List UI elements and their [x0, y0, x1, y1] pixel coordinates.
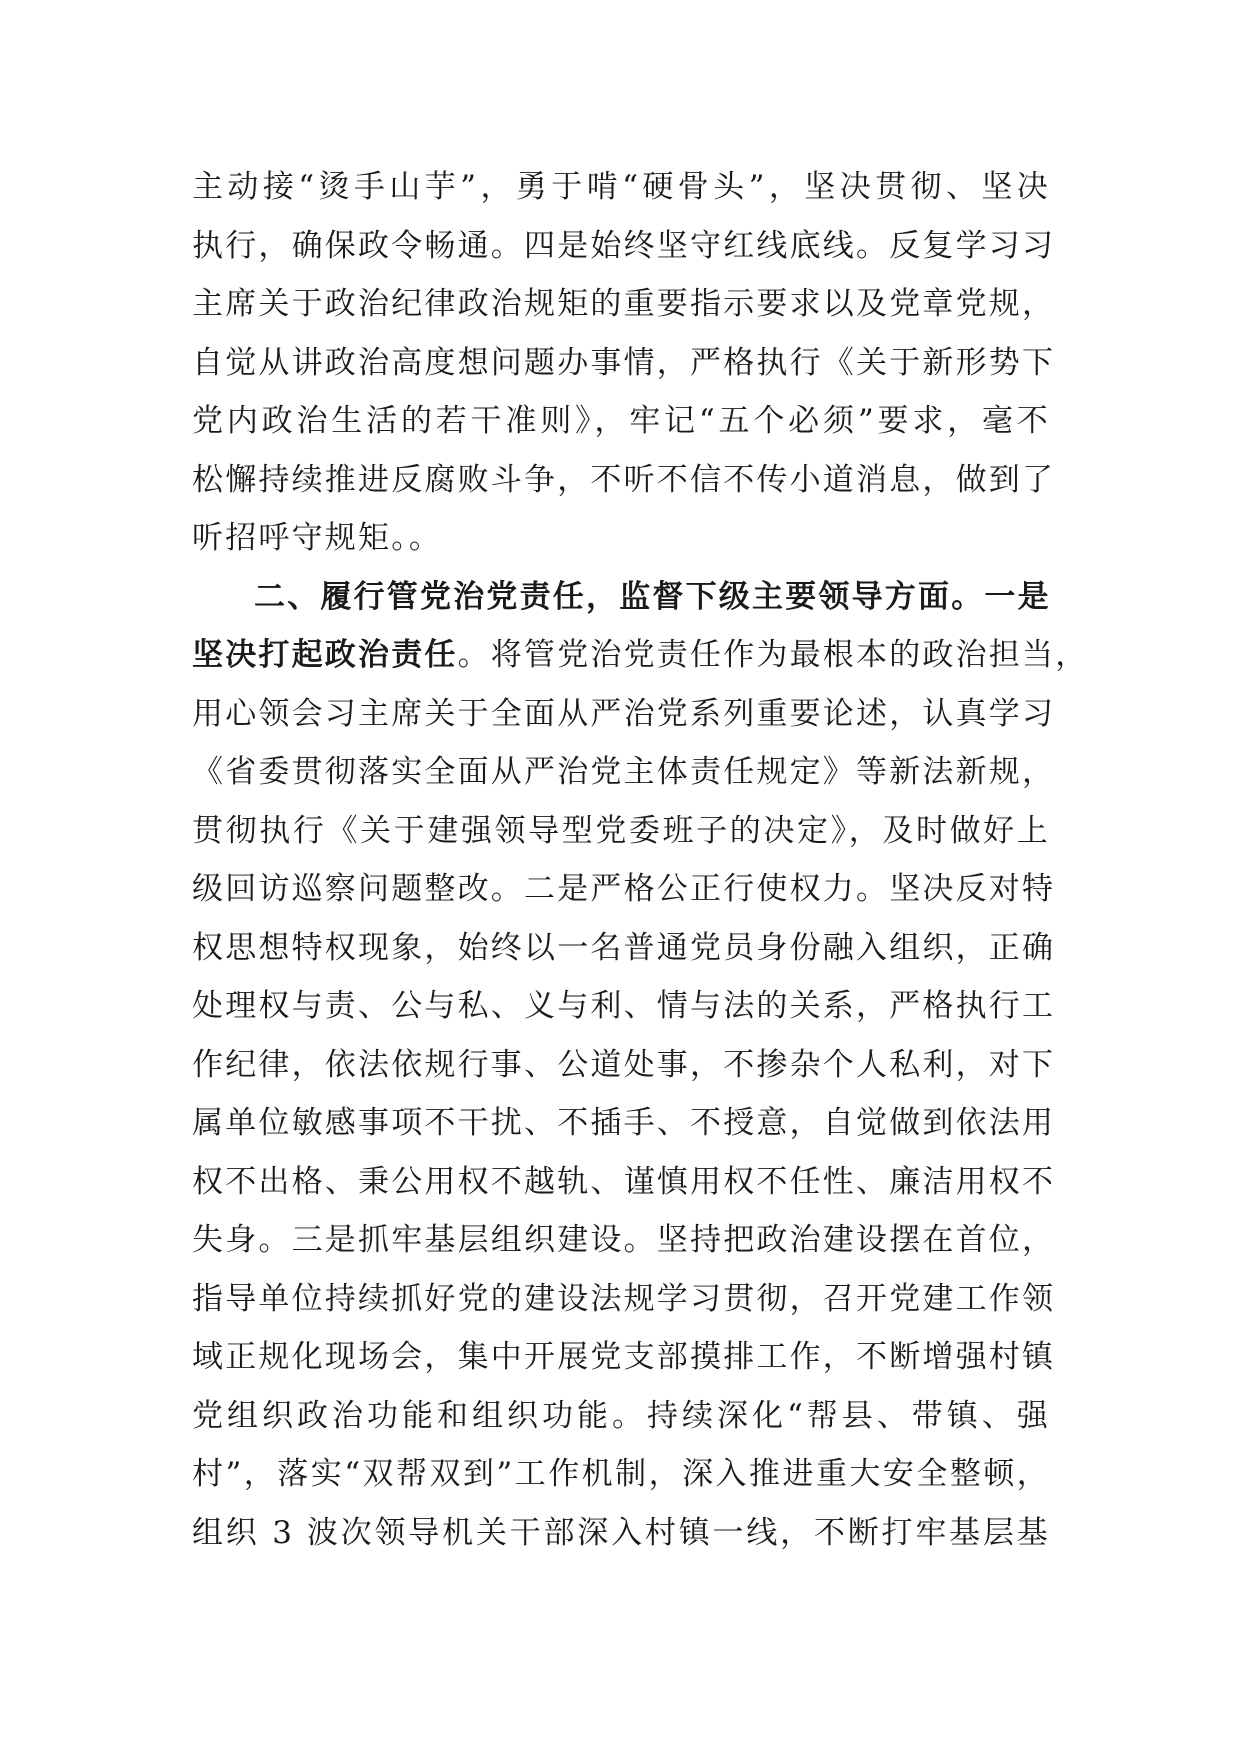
text-line: 党组织政治功能和组织功能。持续深化“帮县、带镇、强 — [192, 1397, 1050, 1434]
document-body — [192, 158, 1089, 1562]
text-line: 贯彻执行《关于建强领导型党委班子的决定》，及时做好上 — [192, 812, 1050, 849]
text-line: 主动接“烫手山芋”，勇于啃“硬骨头”，坚决贯彻、坚决 — [192, 169, 1050, 205]
text-line — [192, 626, 1089, 685]
text-line: 处理权与责、公与私、义与利、情与法的关系，严格执行工 — [192, 988, 1056, 1024]
section-heading: 二、履行管党治党责任，监督下级主要领导方面。一是 — [254, 578, 1051, 615]
text-line: 权思想特权现象，始终以一名普通党员身份融入组织，正确 — [192, 929, 1056, 966]
text-line: 用心领会习主席关于全面从严治党系列重要论述，认真学习 — [192, 695, 1056, 732]
text-line: 域正规化现场会，集中开展党支部摸排工作，不断增强村镇 — [192, 1339, 1056, 1375]
text-line: 指导单位持续抓好党的建设法规学习贯彻，召开党建工作领 — [192, 1280, 1056, 1317]
text-line: 失身。三是抓牢基层组织建设。坚持把政治建设摆在首位， — [192, 1222, 1056, 1258]
text-line: 听招呼守规矩。。 — [192, 520, 443, 556]
text-line: 级回访巡察问题整改。二是严格公正行使权力。坚决反对特 — [192, 871, 1056, 907]
section-subheading: 坚决打起政治责任 — [192, 637, 458, 673]
text-line: 党内政治生活的若干准则》，牢记“五个必须”要求，毫不 — [192, 403, 1050, 439]
text-line: 作纪律，依法依规行事、公道处事，不掺杂个人私利，对下 — [192, 1046, 1056, 1083]
text-line: 权不出格、秉公用权不越轨、谨慎用权不任性、廉洁用权不 — [192, 1163, 1056, 1200]
text-line: 组织 3 波次领导机关干部深入村镇一线，不断打牢基层基 — [192, 1514, 1050, 1551]
text-line: 自觉从讲政治高度想问题办事情，严格执行《关于新形势下 — [192, 344, 1056, 381]
text-line: 执行，确保政令畅通。四是始终坚守红线底线。反复学习习 — [192, 227, 1056, 264]
text-line: 村”，落实“双帮双到”工作机制，深入推进重大安全整顿， — [192, 1456, 1050, 1492]
text-run: 。将管党治党责任作为最根本的政治担当， — [457, 637, 1089, 673]
text-line: 主席关于政治纪律政治规矩的重要指示要求以及党章党规， — [192, 286, 1056, 322]
text-line: 属单位敏感事项不干扰、不插手、不授意，自觉做到依法用 — [192, 1105, 1056, 1141]
text-line: 松懈持续推进反腐败斗争，不听不信不传小道消息，做到了 — [192, 461, 1056, 498]
text-line: 《省委贯彻落实全面从严治党主体责任规定》等新法新规， — [192, 754, 1056, 790]
